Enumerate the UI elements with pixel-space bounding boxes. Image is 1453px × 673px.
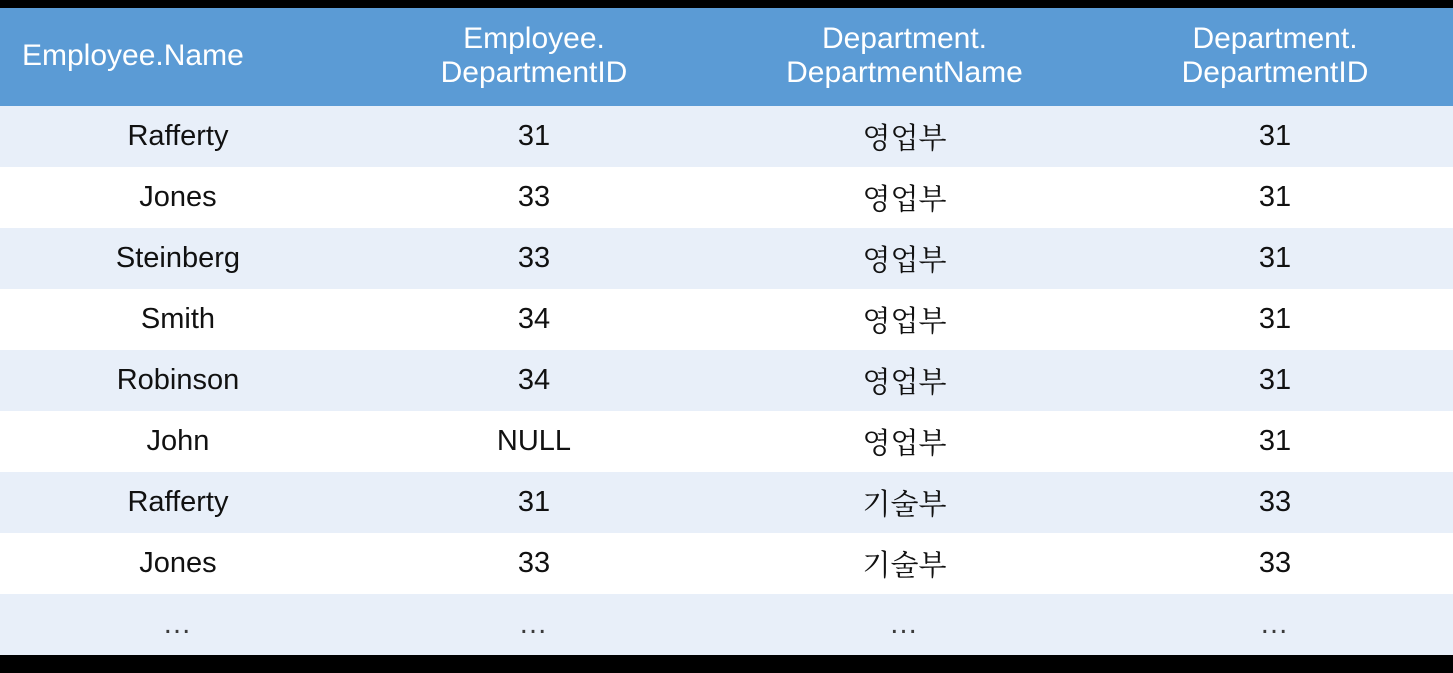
column-header-line1: Department. bbox=[821, 22, 988, 56]
cell-employee-name: Robinson bbox=[0, 350, 356, 411]
cell-department-name: 영업부 bbox=[712, 228, 1097, 289]
cell-department-departmentid: 31 bbox=[1097, 228, 1453, 289]
cell-department-name: 영업부 bbox=[712, 106, 1097, 167]
column-header-employee-departmentid bbox=[356, 8, 712, 106]
table-row bbox=[0, 533, 1453, 594]
table-row bbox=[0, 472, 1453, 533]
column-header-department-departmentname bbox=[712, 8, 1097, 106]
cell-department-departmentid: 33 bbox=[1097, 472, 1453, 533]
cell-department-name: 기술부 bbox=[712, 533, 1097, 594]
column-header-line2: DepartmentName bbox=[786, 56, 1023, 89]
cell-employee-departmentid: … bbox=[356, 594, 712, 655]
column-header-line1: Employee. bbox=[463, 22, 605, 56]
cell-department-departmentid: 31 bbox=[1097, 106, 1453, 167]
cell-employee-name: Steinberg bbox=[0, 228, 356, 289]
cell-employee-name: Jones bbox=[0, 167, 356, 228]
join-result-table-container bbox=[0, 8, 1453, 653]
cell-department-name: 영업부 bbox=[712, 289, 1097, 350]
cell-department-name: 영업부 bbox=[712, 411, 1097, 472]
column-header-line2: DepartmentID bbox=[440, 56, 628, 89]
table-body bbox=[0, 106, 1453, 655]
cell-employee-departmentid: 34 bbox=[356, 350, 712, 411]
cell-employee-name: Rafferty bbox=[0, 106, 356, 167]
cell-department-departmentid: 31 bbox=[1097, 411, 1453, 472]
cell-employee-name: Smith bbox=[0, 289, 356, 350]
table-row bbox=[0, 350, 1453, 411]
cell-department-departmentid: 31 bbox=[1097, 289, 1453, 350]
table-header-row bbox=[0, 8, 1453, 106]
column-header-employee-name bbox=[0, 8, 356, 106]
cell-department-departmentid: … bbox=[1097, 594, 1453, 655]
cell-department-name: 기술부 bbox=[712, 472, 1097, 533]
cell-employee-name: Rafferty bbox=[0, 472, 356, 533]
table-header bbox=[0, 8, 1453, 106]
cell-employee-name: … bbox=[0, 594, 356, 655]
cell-employee-departmentid: 31 bbox=[356, 472, 712, 533]
table-row bbox=[0, 411, 1453, 472]
table-row bbox=[0, 106, 1453, 167]
table-row bbox=[0, 594, 1453, 655]
cell-department-departmentid: 31 bbox=[1097, 350, 1453, 411]
cell-employee-departmentid: 33 bbox=[356, 533, 712, 594]
cell-department-departmentid: 31 bbox=[1097, 167, 1453, 228]
cell-employee-departmentid: 31 bbox=[356, 106, 712, 167]
table-row bbox=[0, 167, 1453, 228]
column-header-line1: Employee.Name bbox=[22, 39, 244, 73]
cell-department-name: 영업부 bbox=[712, 167, 1097, 228]
join-result-table bbox=[0, 8, 1453, 655]
cell-department-name: 영업부 bbox=[712, 350, 1097, 411]
cell-employee-departmentid: NULL bbox=[356, 411, 712, 472]
column-header-line2: DepartmentID bbox=[1181, 56, 1369, 89]
column-header-department-departmentid bbox=[1097, 8, 1453, 106]
table-row bbox=[0, 228, 1453, 289]
cell-department-departmentid: 33 bbox=[1097, 533, 1453, 594]
cell-employee-name: Jones bbox=[0, 533, 356, 594]
table-row bbox=[0, 289, 1453, 350]
cell-employee-name: John bbox=[0, 411, 356, 472]
cell-department-name: … bbox=[712, 594, 1097, 655]
cell-employee-departmentid: 33 bbox=[356, 167, 712, 228]
column-header-line1: Department. bbox=[1192, 22, 1358, 56]
cell-employee-departmentid: 34 bbox=[356, 289, 712, 350]
cell-employee-departmentid: 33 bbox=[356, 228, 712, 289]
